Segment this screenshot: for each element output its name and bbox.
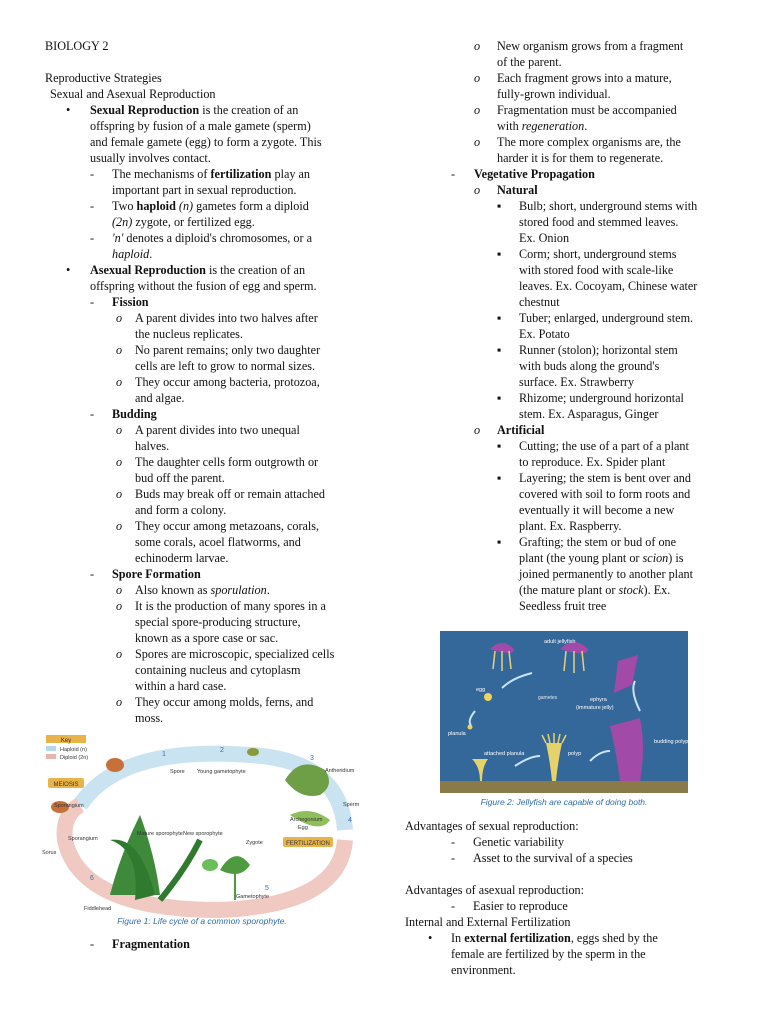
label-archegonium: Archegonium <box>290 817 323 823</box>
natural-item-3-line-1: Tuber; enlarged, underground stem. <box>519 311 694 325</box>
budding-item-2-line-1: The daughter cells form outgrowth or <box>135 455 319 469</box>
artificial-item-2-line-3: eventually it will become a new <box>519 503 675 517</box>
artificial-heading: Artificial <box>497 423 545 437</box>
label-planula: planula <box>448 731 466 737</box>
spore-item-2-line-2: special spore-producing structure, <box>135 615 301 629</box>
natural-item-3-line-2: Ex. Potato <box>519 327 570 341</box>
budding-item-4-line-1: They occur among metazoans, corals, <box>135 519 320 533</box>
sexual-lead-3: and female gamete (egg) to form a zygote. This <box>90 135 322 149</box>
circle-bullet-icon: o <box>116 343 123 357</box>
step-3: 3 <box>310 755 314 762</box>
fission-item-1-line-1: A parent divides into two halves after <box>135 311 318 325</box>
circle-bullet-icon: o <box>116 311 123 325</box>
square-bullet-icon: ▪ <box>497 535 502 549</box>
natural-item-5-line-2: stem. Ex. Asparagus, Ginger <box>519 407 659 421</box>
adv-sexual-item-2: Asset to the survival of a species <box>473 851 633 865</box>
natural-item-5-line-1: Rhizome; underground horizontal <box>519 391 684 405</box>
fission-item-1-line-2: the nucleus replicates. <box>135 327 243 341</box>
grafting-line-2: plant (the young plant or scion) is <box>519 551 684 565</box>
label-sporangium: Sporangium <box>54 803 84 809</box>
dash-icon: - <box>451 851 456 865</box>
step-5: 5 <box>265 885 269 892</box>
circle-bullet-icon: o <box>474 103 481 117</box>
natural-item-2-line-3: leaves. Ex. Cocoyam, Chinese water <box>519 279 698 293</box>
circle-bullet-icon: o <box>116 519 123 533</box>
circle-bullet-icon: o <box>116 423 123 437</box>
grafting-line-4: (the mature plant or stock). Ex. <box>519 583 671 597</box>
ext-line-3: environment. <box>451 963 516 977</box>
step-4: 4 <box>348 817 352 824</box>
label-spore: Spore <box>170 769 185 775</box>
bullet-icon: • <box>428 931 433 945</box>
circle-bullet-icon: o <box>116 583 123 597</box>
label-sporangium-2: Sporangium <box>68 836 98 842</box>
label-immature: (immature jelly) <box>576 705 614 711</box>
label-gametophyte: Gametophyte <box>236 894 270 900</box>
budding-item-2-line-2: bud off the parent. <box>135 471 225 485</box>
figure-1-key-title: Key <box>60 738 72 744</box>
natural-item-4-line-3: surface. Ex. Strawberry <box>519 375 635 389</box>
adv-asexual-item-1: Easier to reproduce <box>473 899 568 913</box>
circle-bullet-icon: o <box>116 647 123 661</box>
natural-item-1-line-1: Bulb; short, underground stems with <box>519 199 698 213</box>
natural-heading: Natural <box>497 183 538 197</box>
artificial-item-2-line-1: Layering; the stem is bent over and <box>519 471 691 485</box>
sexual-d3-2: haploid. <box>112 247 153 261</box>
budding-item-1-line-2: halves. <box>135 439 170 453</box>
sexual-d1-2: important part in sexual reproduction. <box>112 183 297 197</box>
fragmentation-item-4-line-1: The more complex organisms are, the <box>497 135 681 149</box>
step-1: 1 <box>162 751 166 758</box>
label-zygote: Zygote <box>246 840 263 846</box>
square-bullet-icon: ▪ <box>497 247 502 261</box>
circle-bullet-icon: o <box>116 455 123 469</box>
adv-asexual-heading: Advantages of asexual reproduction: <box>405 883 585 897</box>
circle-bullet-icon: o <box>474 71 481 85</box>
spore-item-3-line-2: containing nucleus and cytoplasm <box>135 663 301 677</box>
artificial-item-1-line-2: to reproduce. Ex. Spider plant <box>519 455 666 469</box>
fragmentation-item-1-line-1: New organism grows from a fragment <box>497 39 684 53</box>
circle-bullet-icon: o <box>116 695 123 709</box>
square-bullet-icon: ▪ <box>497 439 502 453</box>
artificial-item-2-line-4: plant. Ex. Raspberry. <box>519 519 622 533</box>
fragmentation-item-3-line-2: with regeneration. <box>497 119 588 133</box>
asexual-lead-2: offspring without the fusion of egg and sperm. <box>90 279 317 293</box>
step-2: 2 <box>220 747 224 754</box>
natural-item-2-line-4: chestnut <box>519 295 560 309</box>
adv-sexual-heading: Advantages of sexual reproduction: <box>405 819 579 833</box>
vegetative-propagation-heading: Vegetative Propagation <box>474 167 595 181</box>
label-attached-planula: attached planula <box>484 751 525 757</box>
fertilization-label: FERTILIZATION <box>286 841 330 847</box>
figure-1-key-diploid: Diploid (2n) <box>60 755 89 761</box>
fission-item-3-line-2: and algae. <box>135 391 185 405</box>
fragmentation-item-3-line-1: Fragmentation must be accompanied <box>497 103 677 117</box>
figure-1-key-haploid: Haploid (n) <box>60 747 87 753</box>
square-bullet-icon: ▪ <box>497 391 502 405</box>
budding-item-1-line-1: A parent divides into two unequal <box>135 423 300 437</box>
dash-icon: - <box>90 407 95 421</box>
label-mature-sporophyte: Mature sporophyte <box>137 831 183 837</box>
section-heading: Reproductive Strategies <box>45 71 162 85</box>
square-bullet-icon: ▪ <box>497 343 502 357</box>
fragmentation-item-2-line-1: Each fragment grows into a mature, <box>497 71 672 85</box>
label-gametes: gametes <box>538 695 558 701</box>
dash-icon: - <box>451 835 456 849</box>
square-bullet-icon: ▪ <box>497 471 502 485</box>
meiosis-label: MEIOSIS <box>53 782 79 788</box>
internal-external-heading: Internal and External Fertilization <box>405 915 571 929</box>
label-young-gametophyte: Young gametophyte <box>197 769 246 775</box>
figure-1-caption: Figure 1: Life cycle of a common sporophyte. <box>117 916 287 926</box>
circle-bullet-icon: o <box>116 375 123 389</box>
fragmentation-item-1-line-2: of the parent. <box>497 55 562 69</box>
budding-item-4-line-2: some corals, acoel flatworms, and <box>135 535 301 549</box>
spore-item-3-line-3: within a hard case. <box>135 679 227 693</box>
sexual-lead-1: Sexual Reproduction is the creation of an <box>90 103 299 117</box>
label-antheridium: Antheridium <box>325 768 355 774</box>
label-budding-polyp: budding polyp <box>654 739 688 745</box>
natural-item-1-line-3: Ex. Onion <box>519 231 570 245</box>
dash-icon: - <box>451 899 456 913</box>
sexual-lead-4: usually involves contact. <box>90 151 211 165</box>
grafting-line-1: Grafting; the stem or bud of one <box>519 535 677 549</box>
subsection-heading: Sexual and Asexual Reproduction <box>50 87 216 101</box>
dash-icon: - <box>90 295 95 309</box>
circle-bullet-icon: o <box>116 487 123 501</box>
dash-icon: - <box>90 567 95 581</box>
bullet-icon: • <box>66 103 71 117</box>
fragmentation-item-4-line-2: harder it is for them to regenerate. <box>497 151 664 165</box>
natural-item-1-line-2: stored food and stemmed leaves. <box>519 215 679 229</box>
sexual-d1: The mechanisms of fertilization play an <box>112 167 311 181</box>
spore-item-1: Also known as sporulation. <box>135 583 270 597</box>
natural-item-2-line-2: with stored food with scale-like <box>519 263 674 277</box>
circle-bullet-icon: o <box>474 423 481 437</box>
label-sorus: Sorus <box>42 850 57 856</box>
grafting-line-3: joined permanently to another plant <box>519 567 693 581</box>
sexual-d2: Two haploid (n) gametes form a diploid <box>112 199 309 213</box>
spore-item-3-line-1: Spores are microscopic, specialized cells <box>135 647 335 661</box>
dash-icon: - <box>90 231 95 245</box>
label-sperm: Sperm <box>343 802 360 808</box>
asexual-lead-1: Asexual Reproduction is the creation of an <box>90 263 306 277</box>
spore-item-2-line-3: known as a spore case or sac. <box>135 631 279 645</box>
fission-item-2-line-1: No parent remains; only two daughter <box>135 343 321 357</box>
fission: Fission <box>112 295 149 309</box>
budding-item-4-line-3: echinoderm larvae. <box>135 551 229 565</box>
label-new-sporophyte: New sporophyte <box>183 831 223 837</box>
fragmentation-item-2-line-2: fully-grown individual. <box>497 87 611 101</box>
figure-2-caption: Figure 2: Jellyfish are capable of doing both. <box>480 797 648 807</box>
spore-item-4-line-2: moss. <box>135 711 164 725</box>
budding-item-3-line-1: Buds may break off or remain attached <box>135 487 325 501</box>
fission-item-2-line-2: cells are left to grow to normal sizes. <box>135 359 316 373</box>
label-egg: Egg <box>298 825 308 831</box>
spore-formation-heading: Spore Formation <box>112 567 201 581</box>
label-polyp: polyp <box>568 751 582 757</box>
adv-sexual-item-1: Genetic variability <box>473 835 565 849</box>
dash-icon: - <box>451 167 456 181</box>
label-egg: egg <box>476 687 486 693</box>
natural-item-4-line-1: Runner (stolon); horizontal stem <box>519 343 678 357</box>
label-adult-jellyfish: adult jellyfish <box>544 639 576 645</box>
fission-item-3-line-1: They occur among bacteria, protozoa, <box>135 375 320 389</box>
fragmentation-heading: Fragmentation <box>112 937 190 951</box>
dash-icon: - <box>90 167 95 181</box>
square-bullet-icon: ▪ <box>497 199 502 213</box>
circle-bullet-icon: o <box>474 183 481 197</box>
circle-bullet-icon: o <box>116 599 123 613</box>
ext-line-2: female are fertilized by the sperm in the <box>451 947 646 961</box>
artificial-item-2-line-2: covered with soil to form roots and <box>519 487 691 501</box>
step-6: 6 <box>90 875 94 882</box>
sexual-d3: 'n' denotes a diploid's chromosomes, or a <box>112 231 313 245</box>
budding: Budding <box>112 407 157 421</box>
artificial-item-1-line-1: Cutting; the use of a part of a plant <box>519 439 689 453</box>
natural-item-2-line-1: Corm; short, underground stems <box>519 247 677 261</box>
sexual-lead-2: offspring by fusion of a male gamete (sperm) <box>90 119 311 133</box>
document-title: BIOLOGY 2 <box>45 39 109 53</box>
dash-icon: - <box>90 199 95 213</box>
budding-item-3-line-2: and form a colony. <box>135 503 227 517</box>
label-fiddlehead: Fiddlehead <box>84 906 112 912</box>
sexual-d2-2: (2n) zygote, or fertilized egg. <box>112 215 255 229</box>
natural-item-4-line-2: with buds along the ground's <box>519 359 660 373</box>
bullet-icon: • <box>66 263 71 277</box>
figure-1-sporophyte-lifecycle <box>40 730 365 930</box>
spore-item-4-line-1: They occur among molds, ferns, and <box>135 695 314 709</box>
label-ephyra: ephyra <box>590 697 607 703</box>
figure-2-jellyfish-lifecycle <box>440 631 688 809</box>
dash-icon: - <box>90 937 95 951</box>
circle-bullet-icon: o <box>474 39 481 53</box>
square-bullet-icon: ▪ <box>497 311 502 325</box>
spore-item-2-line-1: It is the production of many spores in a <box>135 599 326 613</box>
circle-bullet-icon: o <box>474 135 481 149</box>
ext-line-1: In external fertilization, eggs shed by the <box>451 931 658 945</box>
grafting-line-5: Seedless fruit tree <box>519 599 607 613</box>
